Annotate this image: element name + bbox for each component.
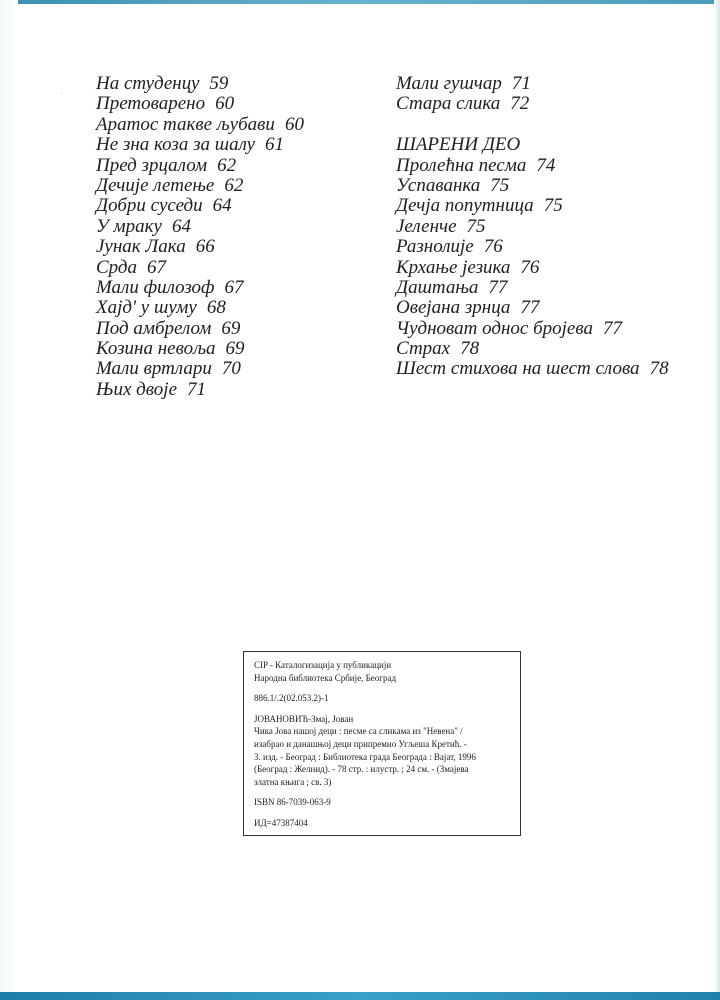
toc-page: 78 [649,358,669,380]
toc-entry [396,258,669,278]
scan-edge-bottom [0,992,720,1000]
toc-title: Успаванка [396,174,481,196]
cip-description-line: (Београд : Желнид). - 78 стр. : илустр. ; 24 см. - (Змајева [254,764,469,775]
toc-page: 77 [602,317,622,339]
toc-entry [396,176,669,196]
toc-page: 78 [460,338,480,360]
toc-page: 75 [490,174,510,196]
toc-title: Хајд' у шуму [96,297,197,319]
toc-page: 60 [215,93,235,115]
toc-title: Дечја попутница [396,195,534,217]
toc-page: 72 [510,93,530,115]
toc-entry [396,156,669,176]
toc-page: 64 [171,215,191,237]
cip-description-line: златна књига ; св. 3) [254,776,332,787]
toc-entry [96,339,304,359]
toc-title: Добри суседи [96,195,203,217]
toc-page: 71 [187,378,207,400]
toc-page: 66 [195,236,215,258]
cip-isbn-line: ISBN 86-7039-063-9 [254,797,331,808]
toc-page: 77 [488,276,508,298]
toc-entry [96,115,304,135]
toc-entry [396,359,669,379]
cip-description-line: 3. изд. - Београд : Библиотека града Београда : Вајат, 1996 [254,751,476,762]
toc-title: Пред зрцалом [96,154,208,176]
toc-entry [96,196,304,216]
toc-title: Мали вртлари [96,358,212,380]
toc-entry [396,74,669,94]
toc-entry [96,359,304,379]
toc-entry [96,217,304,237]
toc-page: 67 [147,256,167,278]
section-heading: ШАРЕНИ ДЕО [396,134,521,156]
toc-page: 62 [224,174,244,196]
toc-title: Стара слика [396,93,501,115]
toc-column-right [396,74,669,380]
toc-title: У мраку [96,215,162,237]
cip-description-line: Чика Јова нашој деци : песме са сликама из "Невена" / [254,726,463,737]
toc-column-left [96,74,304,400]
cip-spacer [254,705,512,713]
toc-entry [96,135,304,155]
cip-spacer [254,684,512,692]
cip-spacer [254,809,512,817]
toc-page: 69 [221,317,241,339]
toc-title: Чудноват однос бројева [396,317,593,339]
toc-page: 76 [483,236,503,258]
cip-id-line: ИД=47387404 [254,817,308,828]
toc-title: Дечије летење [96,174,215,196]
scan-edge-left [0,0,18,1000]
cip-record-box [243,651,521,836]
toc-title: Аратос такве љубави [96,113,275,135]
toc-entry [396,196,669,216]
toc-title: На студенцу [96,73,200,94]
toc-title: Њих двоје [96,378,178,400]
toc-entry [96,278,304,298]
toc-entry [396,339,669,359]
cip-library-line: Народна библиотека Србије, Београд [254,672,397,683]
toc-entry [396,319,669,339]
toc-title: Разнолије [396,236,474,258]
toc-page: 74 [536,154,556,176]
toc-entry [396,217,669,237]
scan-speck: · [60,89,63,98]
toc-entry [96,176,304,196]
toc-page: 71 [511,73,531,94]
toc-title: Овејана зрнца [396,297,511,319]
toc-entry [96,237,304,257]
toc-title: Крхање језика [396,256,511,278]
toc-entry [396,94,669,114]
toc-page: 77 [520,297,540,319]
cip-udk-line: 886.1/.2(02.053.2)-1 [254,693,329,704]
toc-title: Не зна коза за шалу [96,134,256,156]
toc-page: 61 [265,134,285,156]
scan-edge-right [714,0,720,1000]
toc-spacer [396,115,669,135]
toc-page: 64 [212,195,232,217]
toc-title: Јеленче [396,215,457,237]
toc-entry [396,298,669,318]
toc-title: Страх [396,338,451,360]
toc-entry [96,156,304,176]
toc-page: 76 [520,256,540,278]
toc-title: Претоварено [96,93,206,115]
toc-title: Шест стихова на шест слова [396,358,640,380]
cip-header-line: CIP - Каталогизација у публикацији [254,660,392,670]
cip-description-line: изабрао и данашњој деци припремио Угљеша Кретић. - [254,738,467,749]
toc-entry [96,298,304,318]
toc-entry [396,237,669,257]
toc-title: Козина невоља [96,338,216,360]
toc-title: Мали гушчар [396,73,502,94]
cip-author-line: ЈОВАНОВИЋ-Змај, Јован [254,713,354,724]
toc-entry [396,278,669,298]
toc-page: 75 [543,195,563,217]
toc-entry [96,319,304,339]
toc-page: 69 [225,338,245,360]
toc-page: 62 [217,154,237,176]
toc-title: Пролећна песма [396,154,527,176]
toc-page: 60 [284,113,304,135]
toc-title: Јунак Лака [96,236,186,258]
cip-spacer [254,788,512,796]
toc-title: Срда [96,256,138,278]
toc-title: Под амбрелом [96,317,212,339]
toc-entry [96,380,304,400]
toc-entry [96,94,304,114]
toc-title: Даштања [396,276,479,298]
toc-page: 59 [209,73,229,94]
scan-edge-top [0,0,720,4]
toc-page: 75 [466,215,486,237]
toc-entry [96,74,304,94]
toc-page: 68 [206,297,226,319]
toc-title: Мали филозоф [96,276,215,298]
toc-page: 70 [221,358,241,380]
toc-entry [96,258,304,278]
toc-page: 67 [224,276,244,298]
